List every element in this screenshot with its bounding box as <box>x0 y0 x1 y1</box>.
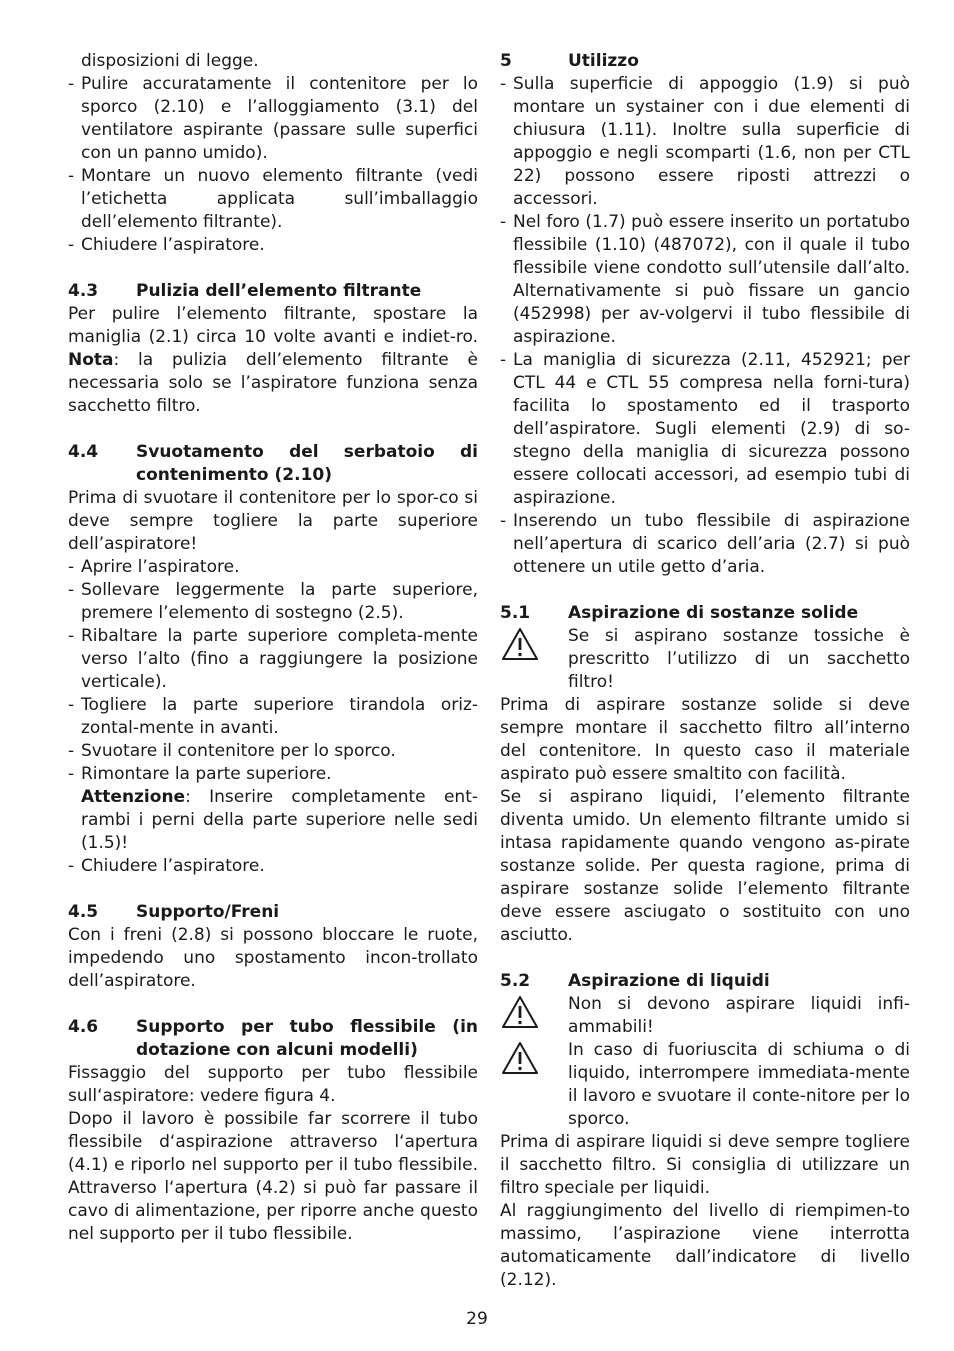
maintenance-bullet-list <box>68 73 478 257</box>
list-item: - Ribaltare la parte superiore completa-mente verso l’alto (fino a raggiungere la posizione verticale). <box>68 626 478 692</box>
list-item: - Chiudere l’aspiratore. <box>68 856 265 876</box>
paragraph: Se si aspirano liquidi, l’elemento filtrante diventa umido. Un elemento filtrante umido si intasa rapidamente quando vengono as-pirate sostanze solide. Per questa ragione, prima di aspirare sostanze solide l’elemento filtrante deve essere asciugato o sostituito con uno asciutto. <box>500 787 910 945</box>
section-heading-5: 5 Utilizzo <box>500 51 639 71</box>
emptying-steps-list <box>68 556 478 878</box>
list-item: - Inserendo un tubo flessibile di aspirazione nell’apertura di scarico dell’aria (2.7) si può ottenere un utile getto d’aria. <box>500 511 910 577</box>
paragraph: Dopo il lavoro è possibile far scorrere il tubo flessibile d‘aspirazione attraverso l‘apertura (4.1) e riporlo nel supporto per il tubo flessibile. Attraverso l‘apertura (4.2) si può far passare il cavo di alimentazione, per riporre anche questo nel supporto per il tubo flessibile. <box>68 1109 478 1244</box>
right-column <box>500 50 910 1292</box>
section-heading-5-2: 5.2 Aspirazione di liquidi <box>500 971 770 991</box>
section-heading-4-6: 4.6 Supporto per tubo flessibile (in dotazione con alcuni modelli) <box>68 1017 478 1060</box>
section-heading-4-3: 4.3 Pulizia dell’elemento filtrante <box>68 281 422 301</box>
paragraph: Con i freni (2.8) si possono bloccare le ruote, impedendo uno spostamento incon-trollato dell’aspiratore. <box>68 925 478 991</box>
section-heading-4-5: 4.5 Supporto/Freni <box>68 902 280 922</box>
list-item: - Svuotare il contenitore per lo sporco. <box>68 741 396 761</box>
list-item: - Nel foro (1.7) può essere inserito un portatubo flessibile (1.10) (487072), con il quale il tubo flessibile viene condotto sull’utensile dall’alto. Alternativamente si può fissare un gancio (452998) per av-volgervi il tubo flessibile di aspirazione. <box>500 212 910 347</box>
attention-note: Attenzione: Inserire completamente ent-rambi i perni della parte superiore nelle sedi (1.5)! <box>81 787 478 853</box>
list-item: - La maniglia di sicurezza (2.11, 452921; per CTL 44 e CTL 55 compresa nella forni-tura) facilita lo spostamento ed il trasporto dell’aspiratore. Sugli elementi (2.9) di so-stegno della maniglia di sicurezza possono essere collocati accessori, ad esempio tubi di aspirazione. <box>500 350 910 508</box>
warning-triangle-icon <box>500 1039 568 1131</box>
list-item: - Rimontare la parte superiore. <box>68 764 332 784</box>
warning-text: Se si aspirano sostanze tossiche è prescritto l’utilizzo di un sacchetto filtro! <box>568 626 910 692</box>
list-item: - Montare un nuovo elemento filtrante (vedi l’etichetta applicata sull’imballaggio dell’elemento filtrante). <box>68 166 478 232</box>
list-item: - Pulire accuratamente il contenitore per lo sporco (2.10) e l’alloggiamento (3.1) del ventilatore aspirante (passare sulle superfici con un panno umido). <box>68 74 478 163</box>
warning-text: In caso di fuoriuscita di schiuma o di liquido, interrompere immediata-mente il lavoro e svuotare il conte-nitore per lo sporco. <box>568 1040 910 1129</box>
paragraph: Prima di aspirare liquidi si deve sempre togliere il sacchetto filtro. Si consiglia di utilizzare un filtro speciale per liquidi. <box>500 1132 910 1198</box>
paragraph: Prima di svuotare il contenitore per lo spor-co si deve sempre togliere la parte superiore dell’aspiratore! <box>68 488 478 554</box>
continued-text: disposizioni di legge. <box>81 51 259 71</box>
list-item: - Sulla superficie di appoggio (1.9) si può montare un systainer con i due elementi di chiusura (1.11). Inoltre sulla superficie di appoggio e negli scomparti (1.6, non per CTL 22) possono essere riposti attrezzi o accessori. <box>500 74 910 209</box>
warning-text: Non si devono aspirare liquidi infi-ammabili! <box>568 994 910 1037</box>
paragraph: Prima di aspirare sostanze solide si deve sempre montare il sacchetto filtro all’interno del contenitore. In questo caso il materiale aspirato può essere smaltito con facilità. <box>500 695 910 784</box>
list-item: - Sollevare leggermente la parte superiore, premere l’elemento di sostegno (2.5). <box>68 580 478 623</box>
warning-block <box>500 625 910 694</box>
page-number: 29 <box>466 1309 488 1329</box>
paragraph: Al raggiungimento del livello di riempimen-to massimo, l’aspirazione viene interrotta automaticamente dall’indicatore di livello (2.12). <box>500 1201 910 1290</box>
warning-triangle-icon <box>500 625 568 694</box>
list-item: - Aprire l’aspiratore. <box>68 557 240 577</box>
warning-block <box>500 993 910 1039</box>
section-heading-5-1: 5.1 Aspirazione di sostanze solide <box>500 603 859 623</box>
warning-triangle-icon <box>500 993 568 1039</box>
paragraph: Per pulire l’elemento filtrante, spostare la maniglia (2.1) circa 10 volte avanti e indiet-ro. Nota: la pulizia dell’elemento filtrante è necessaria solo se l’aspiratore funziona senza sacchetto filtro. <box>68 304 478 416</box>
paragraph: Fissaggio del supporto per tubo flessibile sull‘aspiratore: vedere figura 4. <box>68 1063 478 1106</box>
list-item: - Togliere la parte superiore tirandola oriz-zontal-mente in avanti. <box>68 695 478 738</box>
warning-block <box>500 1039 910 1131</box>
left-column <box>68 50 478 1246</box>
section-heading-4-4: 4.4 Svuotamento del serbatoio di contenimento (2.10) <box>68 442 478 485</box>
list-item: - Chiudere l’aspiratore. <box>68 235 265 255</box>
usage-bullet-list <box>500 73 910 579</box>
